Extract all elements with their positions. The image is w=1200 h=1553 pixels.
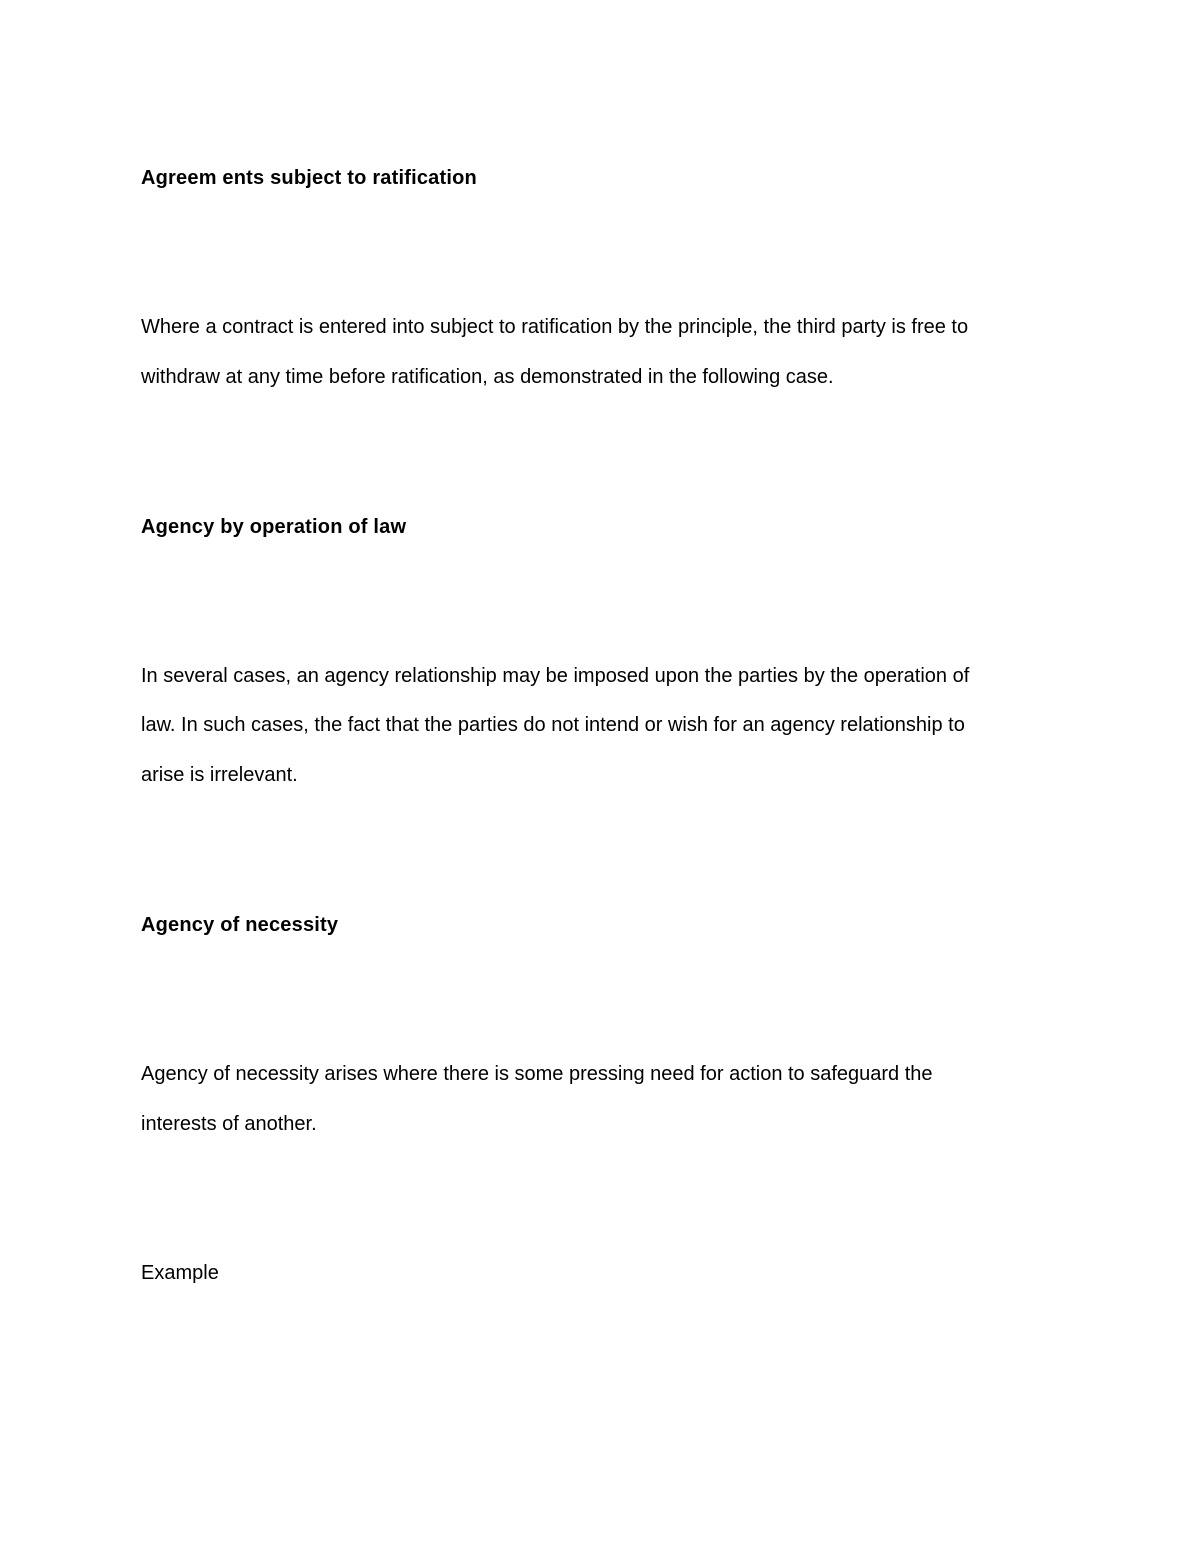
section-heading-operation-of-law: Agency by operation of law bbox=[141, 516, 407, 538]
paragraph-line: Agency of necessity arises where there is some pressing need for action to safeguard the bbox=[141, 1063, 933, 1085]
paragraph-line: arise is irrelevant. bbox=[141, 764, 298, 786]
section-heading-ratification: Agreem ents subject to ratification bbox=[141, 167, 477, 189]
example-label: Example bbox=[141, 1262, 219, 1284]
section-heading-necessity: Agency of necessity bbox=[141, 914, 339, 936]
paragraph-line: In several cases, an agency relationship may be imposed upon the parties by the operation of bbox=[141, 665, 970, 687]
paragraph-line: law. In such cases, the fact that the parties do not intend or wish for an agency relationship to bbox=[141, 714, 965, 736]
paragraph-line: interests of another. bbox=[141, 1113, 317, 1135]
paragraph-line: Where a contract is entered into subject to ratification by the principle, the third party is free to bbox=[141, 316, 969, 338]
paragraph-line: withdraw at any time before ratification, as demonstrated in the following case. bbox=[141, 366, 834, 388]
